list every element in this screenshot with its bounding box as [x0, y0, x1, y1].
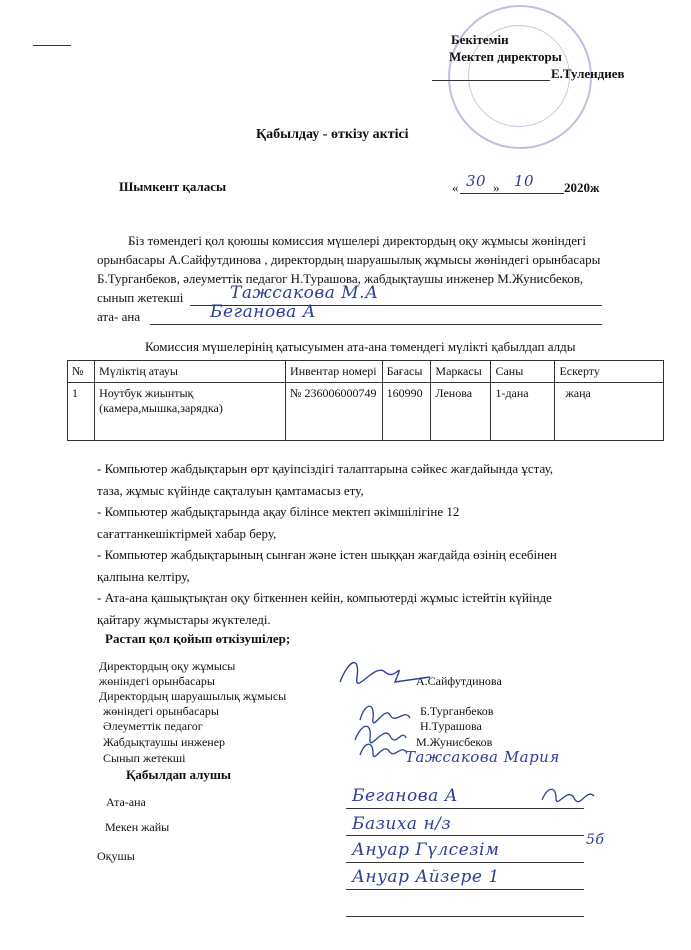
approval-line1: Бекітемін	[451, 32, 509, 47]
cell-qty: 1-дана	[491, 383, 555, 441]
signer-role3: Әлеуметтік педагог	[103, 719, 203, 733]
signer-sig5: Тажсакова Мария	[405, 748, 560, 766]
condition-line: қайтару жұмыстары жүктеледі.	[97, 611, 271, 627]
signature-4	[355, 737, 415, 765]
parent-label: ата- ана	[97, 309, 141, 324]
teacher-value: Тажсакова М.А	[230, 283, 379, 303]
signer-name4: М.Жунисбеков	[416, 735, 493, 749]
cell-note: жаңа	[555, 383, 664, 441]
condition-line: - Компьютер жабдықтарында ақау білінсе мектеп әкімшілігіне 12	[97, 504, 460, 519]
condition-line: - Ата-ана қашықтықтан оқу біткеннен кейін, компьютерді жұмыс істейтін күйінде	[97, 590, 552, 605]
condition-line: қалпына келтіру,	[97, 568, 190, 584]
date-month: 10	[514, 172, 535, 190]
col-header-inventory: Инвентар номері	[286, 361, 383, 383]
receiver-parent-label: Ата-ана	[106, 795, 146, 809]
receiver-address-label: Мекен жайы	[105, 820, 170, 834]
signer-role2b: жөніндегі орынбасары	[103, 704, 219, 718]
signer-role1a: Директордың оқу жұмысы	[99, 659, 236, 673]
cell-num: 1	[68, 383, 95, 441]
col-header-price: Бағасы	[382, 361, 431, 383]
city: Шымкент қаласы	[119, 179, 227, 194]
intro-line2: орынбасары А.Сайфутдинова , директордың шаруашылық жұмысы жөніндегі орынбасары	[97, 252, 601, 267]
signer-role1b: жөніндегі орынбасары	[99, 674, 215, 688]
signature-parent	[538, 782, 598, 808]
receiver-student-value1: Ануар Гүлсезім	[352, 840, 500, 860]
col-header-num: №	[68, 361, 95, 383]
intro-line3: Б.Турганбеков, әлеуметтік педагог Н.Турашова, жабдықтаушы инженер М.Жунисбеков,	[97, 271, 584, 286]
receiver-address-value: Базиха н/з	[352, 814, 452, 834]
condition-line: таза, жұмыс күйінде сақталуын қамтамасыз ету,	[97, 482, 364, 498]
parent-line	[150, 324, 602, 325]
teacher-label: сынып жетекші	[97, 290, 184, 305]
receiver-student-value2: Ануар Айзере 1	[352, 867, 500, 887]
cell-brand: Ленова	[431, 383, 491, 441]
col-header-qty: Саны	[491, 361, 555, 383]
director-name: Е.Тулендиев	[551, 66, 625, 81]
cell-name-sub: (камера,мышка,зарядка)	[99, 401, 223, 415]
receiver-student-line2	[346, 889, 584, 890]
intro-line1: Біз төмендегі қол қоюшы комиссия мүшелері директордың оқу жұмысы жөніндегі	[128, 233, 587, 248]
table-row	[68, 383, 664, 441]
date-open-quote: «	[452, 180, 459, 195]
receiver-title: Қабылдап алушы	[126, 767, 232, 782]
receiver-student-grade: 5б	[586, 832, 605, 848]
cell-price: 160990	[382, 383, 431, 441]
date-day: 30	[466, 172, 487, 190]
table-header-row	[68, 361, 664, 383]
receiver-parent-line	[346, 808, 584, 809]
receiver-address-line	[346, 835, 584, 836]
inventory-table	[67, 360, 664, 441]
cell-name	[95, 383, 286, 441]
receiver-extra-line	[346, 916, 584, 917]
approval-sign-line	[432, 80, 550, 81]
signature-1	[335, 652, 435, 692]
date-close-quote: »	[493, 180, 500, 195]
receiver-student-label: Оқушы	[97, 849, 135, 863]
signer-name1: А.Сайфутдинова	[416, 674, 502, 688]
receiver-parent-value: Беганова А	[352, 786, 459, 806]
date-block	[452, 172, 612, 194]
cell-name-main: Ноутбук жиынтық	[99, 386, 194, 400]
conditions	[97, 458, 557, 630]
signer-name3: Н.Турашова	[420, 719, 482, 733]
col-header-note: Ескерту	[555, 361, 664, 383]
parent-value: Беганова А	[210, 302, 317, 322]
condition-line: - Компьютер жабдықтарын өрт қауіпсіздігі талаптарына сәйкес жағдайында ұстау,	[97, 461, 554, 476]
signer-role2a: Директордың шаруашылық жұмысы	[99, 689, 287, 703]
condition-line: - Компьютер жабдықтарының сынған және істен шыққан жағдайда өзінің есебінен	[97, 547, 557, 562]
receiver-student-line1	[346, 862, 584, 863]
signer-role4: Жабдықтаушы инженер	[103, 735, 226, 749]
condition-line: сағаттанкешіктірмей хабар беру,	[97, 525, 277, 541]
cell-inventory: № 236006000749	[286, 383, 383, 441]
signers-title: Растап қол қойып өткізушілер;	[105, 631, 291, 646]
signer-role5: Сынып жетекші	[103, 751, 186, 765]
accepted-line: Комиссия мүшелерінің қатысуымен ата-ана төмендегі мүлікті қабылдап алды	[145, 339, 576, 354]
col-header-name: Мүліктің атауы	[95, 361, 286, 383]
signer-name2: Б.Турганбеков	[420, 704, 494, 718]
col-header-brand: Маркасы	[431, 361, 491, 383]
top-left-rule	[33, 45, 71, 46]
date-year: 2020ж	[564, 180, 600, 195]
approval-line2: Мектеп директоры	[449, 49, 562, 64]
document-title: Қабылдау - өткізу актісі	[256, 127, 409, 142]
